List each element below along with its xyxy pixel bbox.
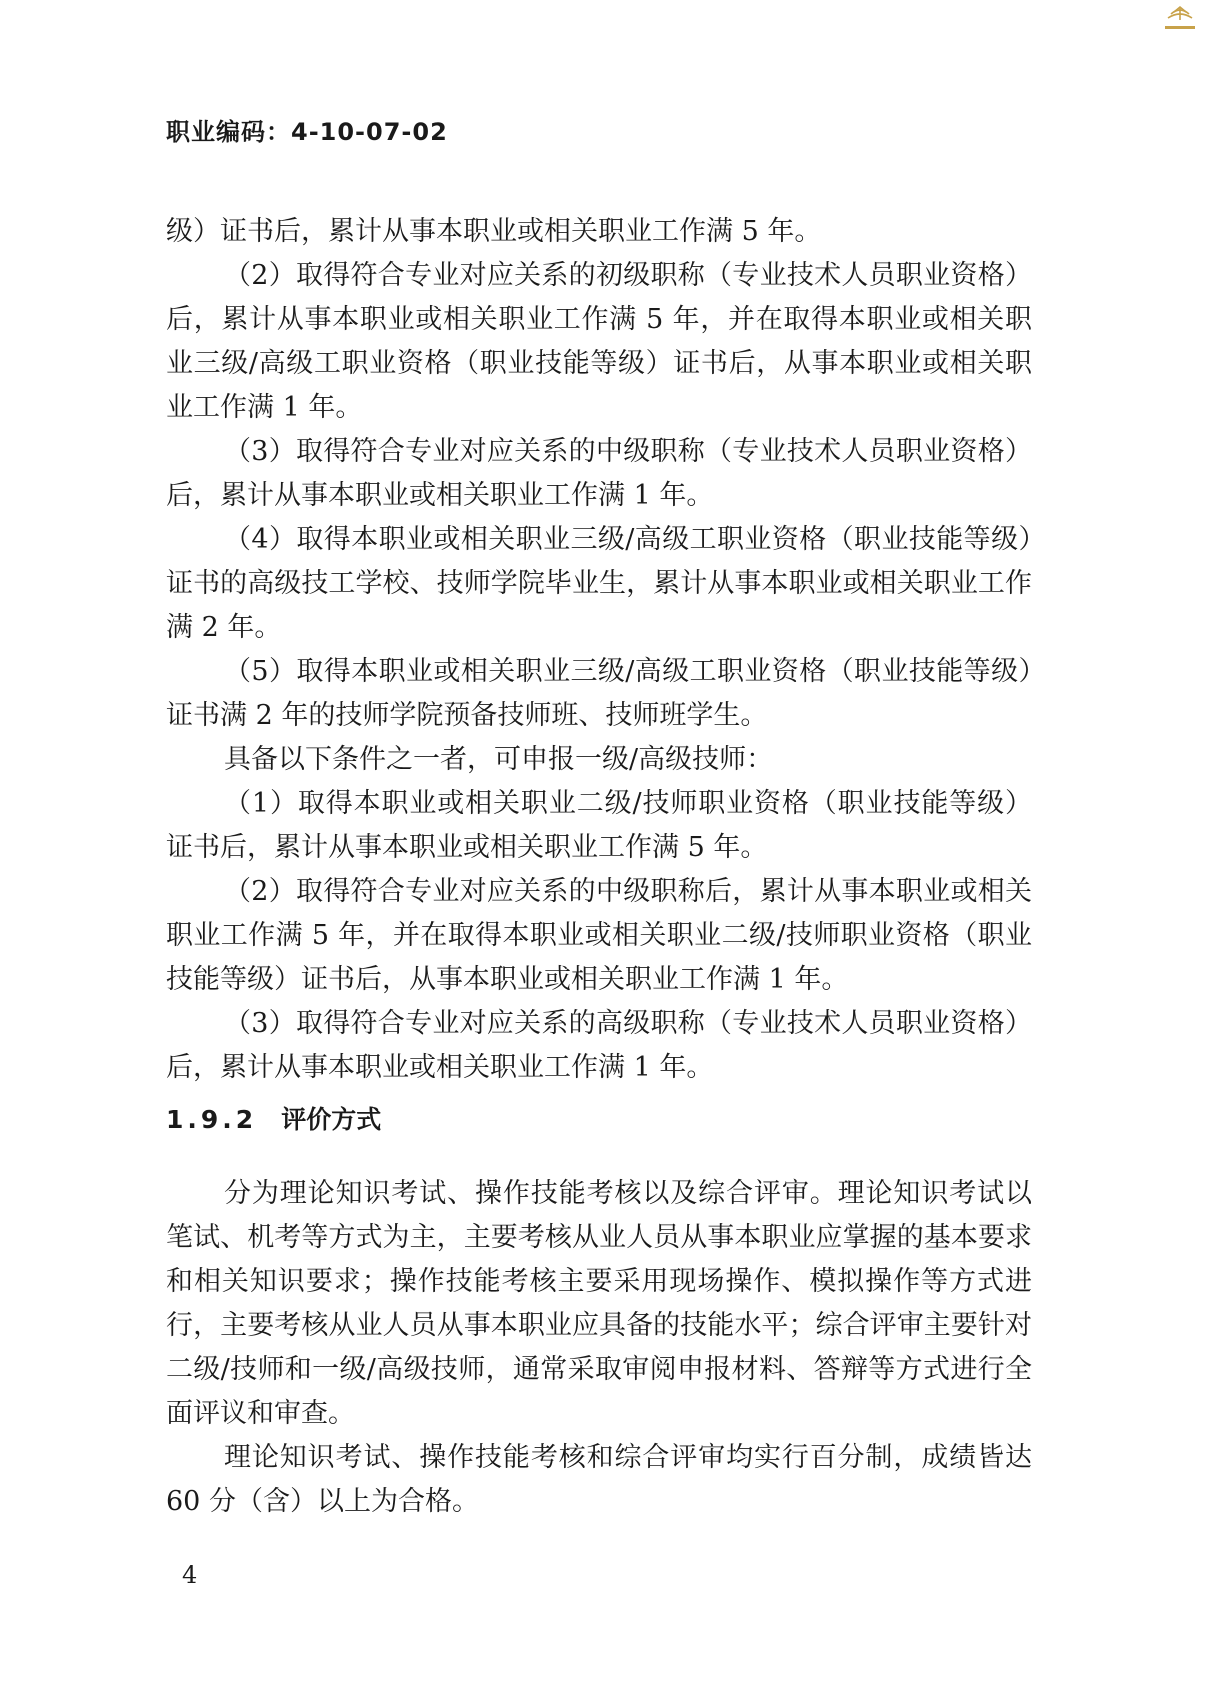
paragraph: （2）取得符合专业对应关系的中级职称后，累计从事本职业或相关职业工作满 5 年，并在取得本职业或相关职业二级/技师职业资格（职业技能等级）证书后，从事本职业或相关职业工作满 1 年。: [166, 876, 1032, 995]
paragraph: 具备以下条件之一者，可申报一级/高级技师：: [224, 744, 774, 775]
paragraph: （2）取得符合专业对应关系的初级职称（专业技术人员职业资格）后，累计从事本职业或相关职业工作满 5 年，并在取得本职业或相关职业三级/高级工职业资格（职业技能等级）证书后，从事本职业或相关职业工作满 1 年。: [166, 260, 1032, 423]
document-body: [166, 210, 1032, 1524]
section-title: 评价方式: [281, 1105, 382, 1134]
paragraph: （5）取得本职业或相关职业三级/高级工职业资格（职业技能等级）证书满 2 年的技师学院预备技师班、技师班学生。: [166, 656, 1032, 731]
section-heading: [166, 1098, 1032, 1142]
publisher-logo-icon: [1157, 4, 1203, 34]
paragraph: （4）取得本职业或相关职业三级/高级工职业资格（职业技能等级）证书的高级技工学校、技师学院毕业生，累计从事本职业或相关职业工作满 2 年。: [166, 524, 1032, 643]
paragraph: （3）取得符合专业对应关系的中级职称（专业技术人员职业资格）后，累计从事本职业或相关职业工作满 1 年。: [166, 436, 1032, 511]
occupation-code: 职业编码：4-10-07-02: [166, 118, 448, 146]
paragraph: （1）取得本职业或相关职业二级/技师职业资格（职业技能等级）证书后，累计从事本职业或相关职业工作满 5 年。: [166, 788, 1032, 863]
paragraph: 级）证书后，累计从事本职业或相关职业工作满 5 年。: [166, 216, 822, 247]
paragraph: （3）取得符合专业对应关系的高级职称（专业技术人员职业资格）后，累计从事本职业或相关职业工作满 1 年。: [166, 1008, 1032, 1083]
paragraph: 分为理论知识考试、操作技能考核以及综合评审。理论知识考试以笔试、机考等方式为主，主要考核从业人员从事本职业应掌握的基本要求和相关知识要求；操作技能考核主要采用现场操作、模拟操作等方式进行，主要考核从业人员从事本职业应具备的技能水平；综合评审主要针对二级/技师和一级/高级技师，通常采取审阅申报材料、答辩等方式进行全面评议和审查。: [166, 1178, 1032, 1429]
page-number: 4: [182, 1561, 198, 1589]
paragraph: 理论知识考试、操作技能考核和综合评审均实行百分制，成绩皆达 60 分（含）以上为合格。: [166, 1442, 1032, 1517]
section-number: 1.9.2: [166, 1105, 258, 1134]
